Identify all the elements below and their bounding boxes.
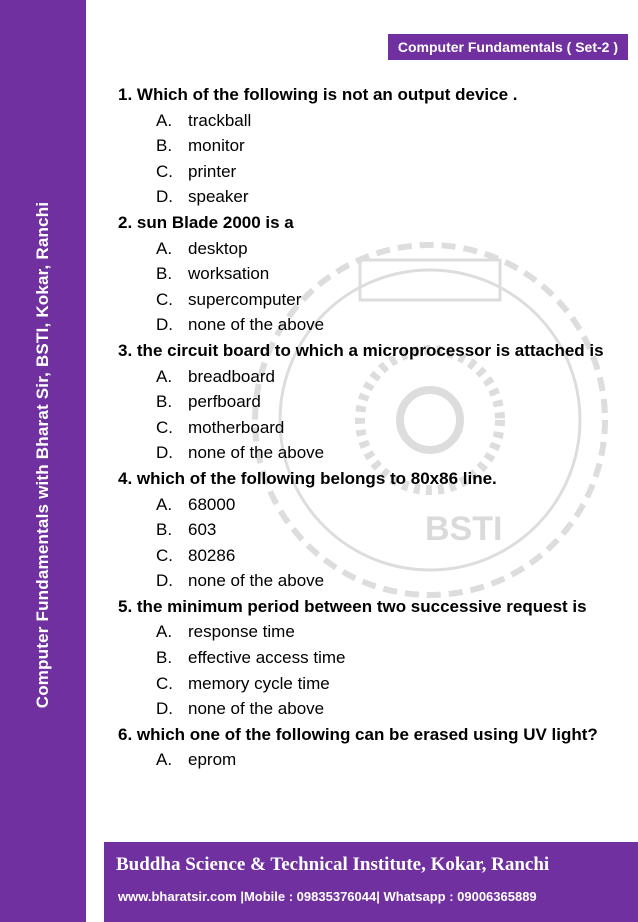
answer-option: [118, 671, 618, 697]
option-text: speaker: [188, 187, 249, 207]
footer-institute-name: Buddha Science & Technical Institute, Kokar, Ranchi: [116, 854, 550, 875]
option-letter: A.: [156, 366, 173, 386]
option-text: none of the above: [188, 699, 325, 719]
answer-option: [118, 236, 618, 262]
answer-option: [118, 159, 618, 185]
option-letter: A.: [156, 750, 173, 770]
answer-option: [118, 389, 618, 415]
answer-option: [118, 261, 618, 287]
option-text: 68000: [188, 494, 236, 514]
option-letter: D.: [156, 315, 173, 335]
answer-option: [118, 287, 618, 313]
option-letter: B.: [156, 520, 173, 540]
option-text: monitor: [188, 136, 245, 156]
option-letter: A.: [156, 238, 173, 258]
option-letter: A.: [156, 622, 173, 642]
question-item: [118, 210, 618, 338]
option-text: motherboard: [188, 417, 285, 437]
answer-option: [118, 364, 618, 390]
option-letter: B.: [156, 648, 173, 668]
option-text: eprom: [188, 750, 237, 770]
option-text: 80286: [188, 545, 236, 565]
set-badge: Computer Fundamentals ( Set-2 ): [388, 34, 628, 60]
answer-option: [118, 312, 618, 338]
option-letter: D.: [156, 699, 173, 719]
option-letter: A.: [156, 110, 173, 130]
option-letter: D.: [156, 187, 173, 207]
question-text: 2. sun Blade 2000 is a: [118, 212, 294, 232]
option-text: printer: [188, 161, 237, 181]
option-text: effective access time: [188, 648, 346, 668]
question-item: [118, 82, 618, 210]
option-text: memory cycle time: [188, 673, 330, 693]
answer-option: [118, 568, 618, 594]
option-letter: B.: [156, 136, 173, 156]
question-item: [118, 722, 618, 773]
answer-option: [118, 619, 618, 645]
sidebar-band: [0, 0, 86, 922]
option-text: perfboard: [188, 392, 261, 412]
footer-contact-line: www.bharatsir.com |Mobile : 09835376044| Whatsapp : 09006365889: [118, 889, 537, 904]
watermark-label: BSTI: [425, 510, 503, 548]
option-letter: C.: [156, 545, 173, 565]
question-text: 1. Which of the following is not an output device .: [118, 85, 518, 104]
answer-option: [118, 747, 618, 773]
answer-option: [118, 543, 618, 569]
sidebar-title: Computer Fundamentals with Bharat Sir, BSTI, Kokar, Ranchi: [33, 201, 52, 709]
question-item: [118, 466, 618, 594]
answer-option: [118, 108, 618, 134]
answer-option: [118, 517, 618, 543]
option-text: trackball: [188, 110, 252, 130]
option-text: desktop: [188, 238, 248, 258]
option-text: supercomputer: [188, 289, 302, 309]
answer-option: [118, 492, 618, 518]
question-text: 6. which one of the following can be erased using UV light?: [118, 724, 598, 744]
question-item: [118, 594, 618, 722]
answer-option: [118, 696, 618, 722]
answer-option: [118, 415, 618, 441]
option-text: response time: [188, 622, 295, 642]
option-text: none of the above: [188, 443, 325, 463]
option-letter: C.: [156, 289, 173, 309]
option-letter: B.: [156, 264, 173, 284]
answer-option: [118, 184, 618, 210]
option-letter: B.: [156, 392, 173, 412]
question-list: [118, 82, 618, 773]
option-text: none of the above: [188, 571, 325, 591]
option-letter: C.: [156, 673, 173, 693]
answer-option: [118, 133, 618, 159]
question-text: 3. the circuit board to which a microprocessor is attached is: [118, 340, 604, 360]
answer-option: [118, 440, 618, 466]
option-text: worksation: [188, 264, 270, 284]
option-text: 603: [188, 520, 217, 540]
option-letter: C.: [156, 161, 173, 181]
option-letter: D.: [156, 571, 173, 591]
option-letter: D.: [156, 443, 173, 463]
option-letter: C.: [156, 417, 173, 437]
option-text: breadboard: [188, 366, 275, 386]
question-text: 4. which of the following belongs to 80x86 line.: [118, 468, 497, 488]
sidebar-divider: [86, 0, 90, 922]
footer-band: [104, 842, 638, 922]
option-text: none of the above: [188, 315, 325, 335]
answer-option: [118, 645, 618, 671]
question-item: [118, 338, 618, 466]
option-letter: A.: [156, 494, 173, 514]
question-text: 5. the minimum period between two successive request is: [118, 596, 587, 616]
